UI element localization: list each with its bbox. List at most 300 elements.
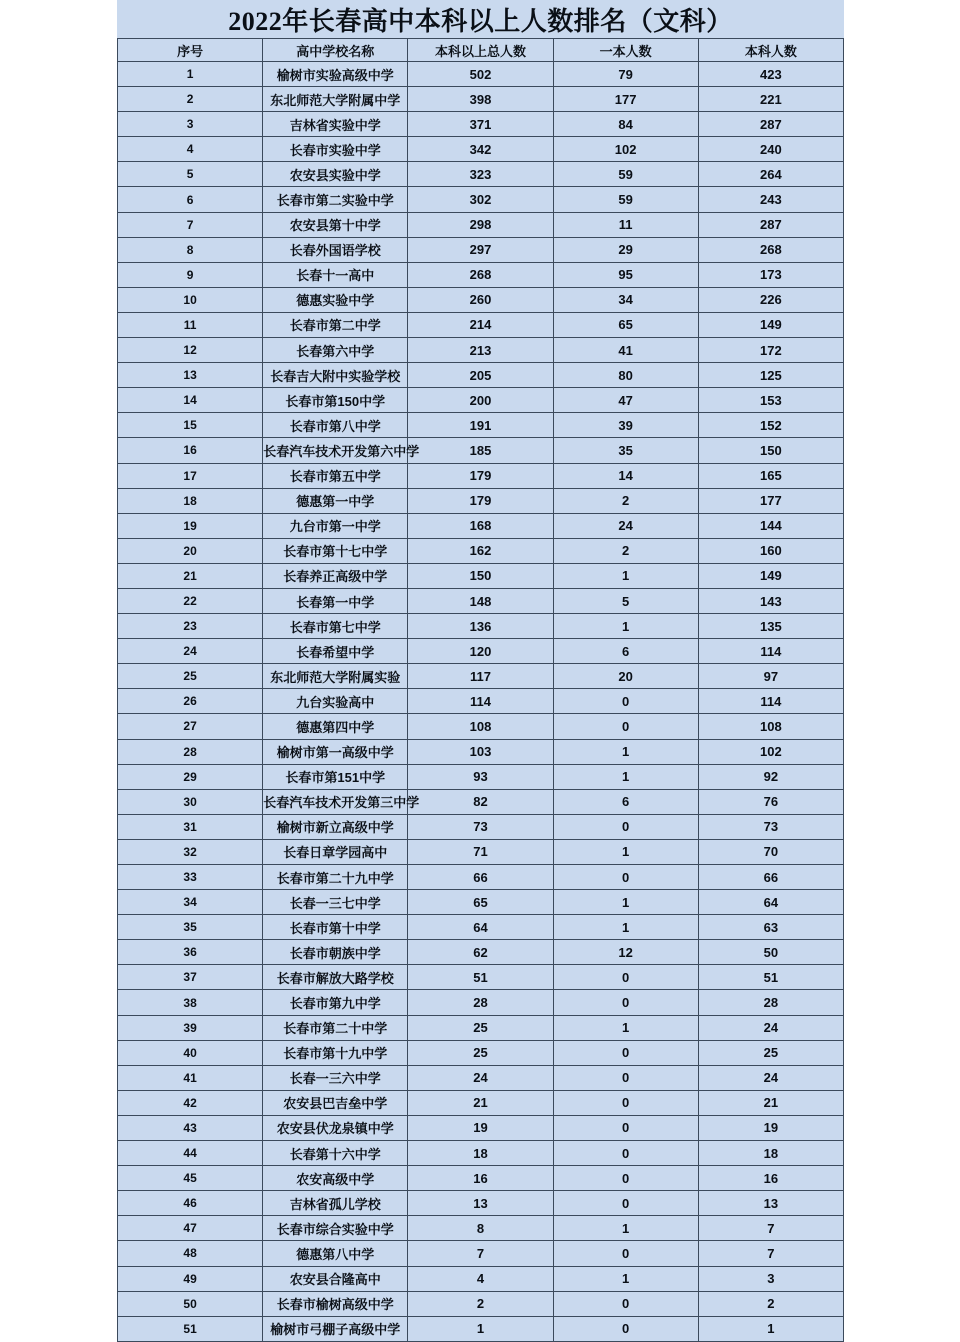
cell-total: 148 [408, 588, 553, 613]
cell-first-tier: 2 [553, 488, 698, 513]
table-row [118, 588, 844, 613]
table-row [118, 865, 844, 890]
table-row [118, 388, 844, 413]
table-row [118, 1191, 844, 1216]
table-row [118, 739, 844, 764]
cell-undergrad: 19 [698, 1115, 843, 1140]
cell-first-tier: 47 [553, 388, 698, 413]
table-row [118, 87, 844, 112]
table-row [118, 1216, 844, 1241]
cell-rank: 29 [118, 764, 263, 789]
cell-total: 62 [408, 940, 553, 965]
cell-total: 168 [408, 513, 553, 538]
cell-rank: 15 [118, 413, 263, 438]
table-row [118, 614, 844, 639]
cell-rank: 21 [118, 563, 263, 588]
cell-total: 103 [408, 739, 553, 764]
cell-undergrad: 50 [698, 940, 843, 965]
cell-total: 65 [408, 890, 553, 915]
table-row [118, 237, 844, 262]
cell-undergrad: 25 [698, 1040, 843, 1065]
table-row [118, 162, 844, 187]
cell-rank: 47 [118, 1216, 263, 1241]
cell-school-name: 东北师范大学附属中学 [263, 87, 408, 112]
cell-total: 302 [408, 187, 553, 212]
cell-total: 214 [408, 312, 553, 337]
cell-first-tier: 29 [553, 237, 698, 262]
table-row [118, 1141, 844, 1166]
cell-undergrad: 287 [698, 212, 843, 237]
cell-total: 1 [408, 1316, 553, 1341]
ranking-table-container [117, 0, 844, 1342]
cell-undergrad: 16 [698, 1166, 843, 1191]
cell-rank: 46 [118, 1191, 263, 1216]
cell-total: 260 [408, 287, 553, 312]
cell-school-name: 长春市第八中学 [263, 413, 408, 438]
cell-first-tier: 1 [553, 839, 698, 864]
cell-undergrad: 97 [698, 664, 843, 689]
cell-total: 136 [408, 614, 553, 639]
cell-first-tier: 0 [553, 965, 698, 990]
table-body [118, 62, 844, 1342]
table-row [118, 689, 844, 714]
cell-school-name: 长春市第十中学 [263, 915, 408, 940]
cell-first-tier: 0 [553, 865, 698, 890]
cell-first-tier: 0 [553, 689, 698, 714]
cell-total: 108 [408, 714, 553, 739]
cell-total: 66 [408, 865, 553, 890]
cell-total: 205 [408, 363, 553, 388]
table-row [118, 639, 844, 664]
table-row [118, 839, 844, 864]
column-header-undergrad: 本科人数 [698, 39, 843, 62]
table-row [118, 137, 844, 162]
cell-rank: 24 [118, 639, 263, 664]
cell-school-name: 长春十一高中 [263, 262, 408, 287]
cell-first-tier: 0 [553, 1065, 698, 1090]
cell-first-tier: 24 [553, 513, 698, 538]
title-row [118, 1, 844, 39]
table-row [118, 212, 844, 237]
cell-school-name: 德惠第一中学 [263, 488, 408, 513]
table-row [118, 890, 844, 915]
table-row [118, 338, 844, 363]
cell-undergrad: 143 [698, 588, 843, 613]
cell-school-name: 长春市榆树高级中学 [263, 1291, 408, 1316]
cell-undergrad: 264 [698, 162, 843, 187]
cell-first-tier: 5 [553, 588, 698, 613]
cell-undergrad: 102 [698, 739, 843, 764]
cell-first-tier: 1 [553, 890, 698, 915]
column-header-total: 本科以上总人数 [408, 39, 553, 62]
table-row [118, 488, 844, 513]
cell-first-tier: 1 [553, 764, 698, 789]
table-row [118, 1115, 844, 1140]
cell-rank: 43 [118, 1115, 263, 1140]
cell-undergrad: 287 [698, 112, 843, 137]
cell-school-name: 长春市第二中学 [263, 312, 408, 337]
cell-first-tier: 0 [553, 714, 698, 739]
cell-total: 179 [408, 488, 553, 513]
cell-school-name: 吉林省实验中学 [263, 112, 408, 137]
cell-school-name: 农安县第十中学 [263, 212, 408, 237]
cell-total: 502 [408, 62, 553, 87]
cell-first-tier: 1 [553, 1266, 698, 1291]
cell-rank: 33 [118, 865, 263, 890]
cell-total: 73 [408, 814, 553, 839]
cell-rank: 7 [118, 212, 263, 237]
cell-undergrad: 24 [698, 1015, 843, 1040]
cell-undergrad: 7 [698, 1216, 843, 1241]
cell-first-tier: 0 [553, 1291, 698, 1316]
column-header-school: 高中学校名称 [263, 39, 408, 62]
cell-undergrad: 173 [698, 262, 843, 287]
cell-undergrad: 226 [698, 287, 843, 312]
cell-undergrad: 135 [698, 614, 843, 639]
cell-rank: 42 [118, 1090, 263, 1115]
cell-rank: 40 [118, 1040, 263, 1065]
cell-first-tier: 0 [553, 814, 698, 839]
cell-undergrad: 125 [698, 363, 843, 388]
cell-total: 25 [408, 1015, 553, 1040]
table-row [118, 1090, 844, 1115]
cell-total: 298 [408, 212, 553, 237]
cell-first-tier: 177 [553, 87, 698, 112]
cell-total: 114 [408, 689, 553, 714]
table-row [118, 363, 844, 388]
cell-rank: 10 [118, 287, 263, 312]
cell-first-tier: 6 [553, 789, 698, 814]
cell-school-name: 长春市第五中学 [263, 463, 408, 488]
cell-school-name: 长春市第二十九中学 [263, 865, 408, 890]
cell-first-tier: 14 [553, 463, 698, 488]
column-header-rank: 序号 [118, 39, 263, 62]
cell-school-name: 长春吉大附中实验学校 [263, 363, 408, 388]
cell-total: 19 [408, 1115, 553, 1140]
cell-rank: 49 [118, 1266, 263, 1291]
table-row [118, 1291, 844, 1316]
cell-school-name: 长春市朝族中学 [263, 940, 408, 965]
cell-total: 213 [408, 338, 553, 363]
cell-undergrad: 18 [698, 1141, 843, 1166]
column-header-row [118, 39, 844, 62]
cell-rank: 1 [118, 62, 263, 87]
cell-rank: 13 [118, 363, 263, 388]
cell-rank: 23 [118, 614, 263, 639]
table-row [118, 62, 844, 87]
column-header-first-tier: 一本人数 [553, 39, 698, 62]
table-row [118, 1241, 844, 1266]
cell-rank: 41 [118, 1065, 263, 1090]
cell-undergrad: 51 [698, 965, 843, 990]
cell-school-name: 长春市第二十中学 [263, 1015, 408, 1040]
cell-school-name: 九台市第一中学 [263, 513, 408, 538]
cell-first-tier: 0 [553, 1166, 698, 1191]
cell-undergrad: 114 [698, 639, 843, 664]
cell-rank: 5 [118, 162, 263, 187]
cell-total: 179 [408, 463, 553, 488]
cell-undergrad: 243 [698, 187, 843, 212]
cell-rank: 30 [118, 789, 263, 814]
cell-rank: 4 [118, 137, 263, 162]
cell-total: 200 [408, 388, 553, 413]
cell-rank: 37 [118, 965, 263, 990]
table-row [118, 187, 844, 212]
cell-rank: 6 [118, 187, 263, 212]
cell-school-name: 长春市第二实验中学 [263, 187, 408, 212]
cell-undergrad: 172 [698, 338, 843, 363]
cell-total: 323 [408, 162, 553, 187]
cell-school-name: 长春汽车技术开发第六中学 [263, 438, 408, 463]
cell-first-tier: 1 [553, 1216, 698, 1241]
cell-undergrad: 144 [698, 513, 843, 538]
cell-first-tier: 59 [553, 162, 698, 187]
cell-rank: 26 [118, 689, 263, 714]
table-row [118, 413, 844, 438]
cell-first-tier: 1 [553, 614, 698, 639]
table-row [118, 990, 844, 1015]
cell-undergrad: 268 [698, 237, 843, 262]
cell-rank: 27 [118, 714, 263, 739]
cell-undergrad: 3 [698, 1266, 843, 1291]
cell-total: 120 [408, 639, 553, 664]
cell-school-name: 榆树市新立高级中学 [263, 814, 408, 839]
cell-rank: 3 [118, 112, 263, 137]
cell-rank: 9 [118, 262, 263, 287]
table-row [118, 262, 844, 287]
table-row [118, 664, 844, 689]
cell-rank: 17 [118, 463, 263, 488]
cell-undergrad: 76 [698, 789, 843, 814]
cell-school-name: 吉林省孤儿学校 [263, 1191, 408, 1216]
cell-school-name: 长春市第十七中学 [263, 538, 408, 563]
cell-undergrad: 160 [698, 538, 843, 563]
cell-total: 24 [408, 1065, 553, 1090]
cell-undergrad: 114 [698, 689, 843, 714]
cell-undergrad: 73 [698, 814, 843, 839]
cell-school-name: 德惠第四中学 [263, 714, 408, 739]
page-title: 2022年长春高中本科以上人数排名（文科） [118, 1, 844, 39]
cell-school-name: 长春一三六中学 [263, 1065, 408, 1090]
cell-rank: 48 [118, 1241, 263, 1266]
cell-total: 71 [408, 839, 553, 864]
cell-total: 28 [408, 990, 553, 1015]
cell-school-name: 农安高级中学 [263, 1166, 408, 1191]
table-row [118, 112, 844, 137]
cell-undergrad: 153 [698, 388, 843, 413]
cell-total: 2 [408, 1291, 553, 1316]
table-row [118, 789, 844, 814]
table-row [118, 940, 844, 965]
cell-first-tier: 1 [553, 1015, 698, 1040]
table-row [118, 814, 844, 839]
cell-total: 21 [408, 1090, 553, 1115]
cell-total: 297 [408, 237, 553, 262]
cell-first-tier: 95 [553, 262, 698, 287]
cell-total: 16 [408, 1166, 553, 1191]
cell-first-tier: 1 [553, 915, 698, 940]
cell-school-name: 长春日章学园高中 [263, 839, 408, 864]
cell-undergrad: 165 [698, 463, 843, 488]
table-row [118, 965, 844, 990]
cell-first-tier: 84 [553, 112, 698, 137]
cell-undergrad: 177 [698, 488, 843, 513]
cell-rank: 8 [118, 237, 263, 262]
cell-first-tier: 39 [553, 413, 698, 438]
cell-undergrad: 21 [698, 1090, 843, 1115]
cell-undergrad: 66 [698, 865, 843, 890]
cell-school-name: 长春一三七中学 [263, 890, 408, 915]
table-row [118, 287, 844, 312]
cell-first-tier: 59 [553, 187, 698, 212]
cell-rank: 28 [118, 739, 263, 764]
cell-school-name: 榆树市第一高级中学 [263, 739, 408, 764]
cell-rank: 35 [118, 915, 263, 940]
cell-school-name: 长春市第七中学 [263, 614, 408, 639]
cell-first-tier: 0 [553, 1316, 698, 1341]
cell-rank: 44 [118, 1141, 263, 1166]
cell-undergrad: 13 [698, 1191, 843, 1216]
cell-total: 93 [408, 764, 553, 789]
table-header [118, 1, 844, 62]
cell-school-name: 长春市实验中学 [263, 137, 408, 162]
cell-undergrad: 70 [698, 839, 843, 864]
cell-total: 398 [408, 87, 553, 112]
cell-undergrad: 149 [698, 563, 843, 588]
cell-undergrad: 7 [698, 1241, 843, 1266]
cell-first-tier: 6 [553, 639, 698, 664]
cell-total: 191 [408, 413, 553, 438]
table-row [118, 1065, 844, 1090]
cell-undergrad: 152 [698, 413, 843, 438]
cell-first-tier: 0 [553, 1141, 698, 1166]
ranking-table [117, 0, 844, 1342]
cell-first-tier: 0 [553, 1040, 698, 1065]
cell-first-tier: 35 [553, 438, 698, 463]
cell-total: 268 [408, 262, 553, 287]
cell-school-name: 长春市解放大路学校 [263, 965, 408, 990]
cell-total: 117 [408, 664, 553, 689]
cell-rank: 25 [118, 664, 263, 689]
cell-undergrad: 24 [698, 1065, 843, 1090]
cell-undergrad: 92 [698, 764, 843, 789]
cell-total: 82 [408, 789, 553, 814]
cell-total: 185 [408, 438, 553, 463]
cell-first-tier: 102 [553, 137, 698, 162]
cell-first-tier: 41 [553, 338, 698, 363]
table-row [118, 513, 844, 538]
cell-first-tier: 65 [553, 312, 698, 337]
cell-rank: 20 [118, 538, 263, 563]
cell-rank: 12 [118, 338, 263, 363]
cell-undergrad: 221 [698, 87, 843, 112]
cell-school-name: 榆树市弓棚子高级中学 [263, 1316, 408, 1341]
cell-first-tier: 0 [553, 1115, 698, 1140]
cell-school-name: 长春第十六中学 [263, 1141, 408, 1166]
cell-school-name: 长春希望中学 [263, 639, 408, 664]
cell-undergrad: 1 [698, 1316, 843, 1341]
cell-undergrad: 423 [698, 62, 843, 87]
table-row [118, 1015, 844, 1040]
cell-undergrad: 240 [698, 137, 843, 162]
cell-total: 342 [408, 137, 553, 162]
table-row [118, 1040, 844, 1065]
cell-school-name: 长春市第151中学 [263, 764, 408, 789]
table-row [118, 538, 844, 563]
cell-school-name: 德惠实验中学 [263, 287, 408, 312]
cell-school-name: 九台实验高中 [263, 689, 408, 714]
cell-school-name: 榆树市实验高级中学 [263, 62, 408, 87]
cell-first-tier: 11 [553, 212, 698, 237]
cell-rank: 50 [118, 1291, 263, 1316]
cell-total: 150 [408, 563, 553, 588]
cell-first-tier: 0 [553, 1191, 698, 1216]
cell-school-name: 长春汽车技术开发第三中学 [263, 789, 408, 814]
cell-school-name: 长春市第九中学 [263, 990, 408, 1015]
cell-undergrad: 108 [698, 714, 843, 739]
cell-first-tier: 20 [553, 664, 698, 689]
cell-school-name: 长春市第150中学 [263, 388, 408, 413]
cell-first-tier: 1 [553, 739, 698, 764]
cell-school-name: 农安县实验中学 [263, 162, 408, 187]
table-row [118, 1266, 844, 1291]
cell-undergrad: 64 [698, 890, 843, 915]
cell-first-tier: 34 [553, 287, 698, 312]
cell-school-name: 长春外国语学校 [263, 237, 408, 262]
cell-school-name: 长春第六中学 [263, 338, 408, 363]
table-row [118, 1166, 844, 1191]
cell-rank: 11 [118, 312, 263, 337]
cell-rank: 18 [118, 488, 263, 513]
cell-total: 25 [408, 1040, 553, 1065]
cell-total: 8 [408, 1216, 553, 1241]
cell-rank: 31 [118, 814, 263, 839]
cell-rank: 36 [118, 940, 263, 965]
cell-undergrad: 150 [698, 438, 843, 463]
cell-rank: 45 [118, 1166, 263, 1191]
cell-rank: 51 [118, 1316, 263, 1341]
cell-school-name: 长春市第十九中学 [263, 1040, 408, 1065]
cell-undergrad: 2 [698, 1291, 843, 1316]
cell-rank: 39 [118, 1015, 263, 1040]
cell-rank: 19 [118, 513, 263, 538]
cell-first-tier: 79 [553, 62, 698, 87]
cell-school-name: 农安县伏龙泉镇中学 [263, 1115, 408, 1140]
cell-rank: 22 [118, 588, 263, 613]
cell-school-name: 东北师范大学附属实验 [263, 664, 408, 689]
cell-first-tier: 2 [553, 538, 698, 563]
cell-school-name: 农安县巴吉垒中学 [263, 1090, 408, 1115]
cell-first-tier: 0 [553, 1241, 698, 1266]
table-row [118, 312, 844, 337]
cell-rank: 32 [118, 839, 263, 864]
cell-rank: 2 [118, 87, 263, 112]
cell-total: 18 [408, 1141, 553, 1166]
cell-total: 162 [408, 538, 553, 563]
table-row [118, 438, 844, 463]
cell-rank: 34 [118, 890, 263, 915]
cell-undergrad: 28 [698, 990, 843, 1015]
table-row [118, 764, 844, 789]
cell-first-tier: 1 [553, 563, 698, 588]
cell-undergrad: 149 [698, 312, 843, 337]
cell-first-tier: 0 [553, 990, 698, 1015]
cell-first-tier: 0 [553, 1090, 698, 1115]
cell-school-name: 长春养正高级中学 [263, 563, 408, 588]
table-row [118, 915, 844, 940]
cell-rank: 38 [118, 990, 263, 1015]
cell-undergrad: 63 [698, 915, 843, 940]
